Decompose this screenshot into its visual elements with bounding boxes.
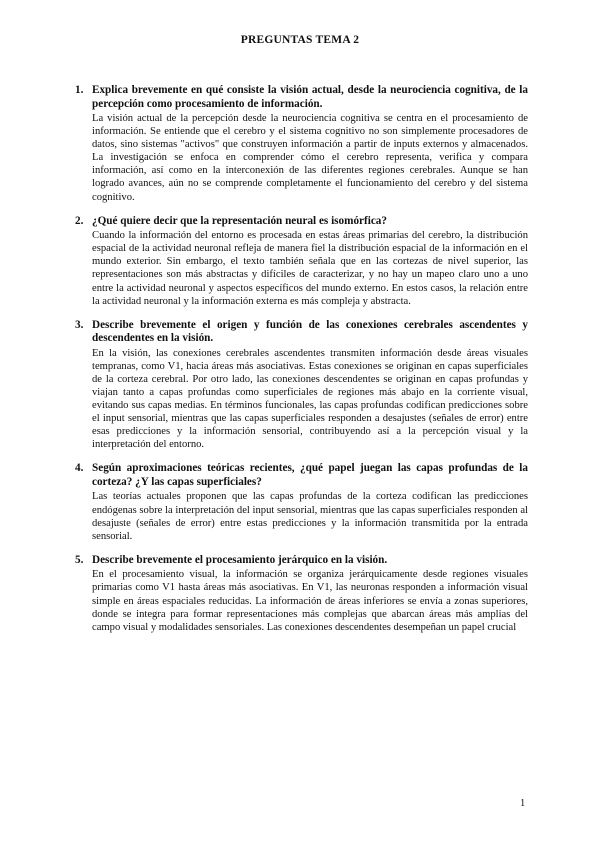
question-number: 1. <box>75 84 84 96</box>
question-answer: En el procesamiento visual, la información se organiza jerárquicamente desde regiones visuales primarias como V1 hasta áreas más asociativas. En V1, las neuronas responden a información visual simple en áreas espaciales reducidas. La información de áreas inferiores se envía a zonas superiores, donde se integra para formar representaciones más complejas que abarcan áreas más amplias del campo visual y modalidades sensoriales. Las conexiones descendentes desempeñan un papel crucial <box>92 569 528 633</box>
question-title: Describe brevemente el procesamiento jerárquico en la visión. <box>92 553 388 566</box>
question-title: ¿Qué quiere decir que la representación neural es isomórfica? <box>92 214 387 227</box>
question-number: 4. <box>75 462 84 475</box>
question-list <box>75 84 528 645</box>
page-number: 1 <box>520 798 526 809</box>
question-answer: Las teorías actuales proponen que las capas profundas de la corteza codifican las predicciones endógenas sobre la interpretación del input sensorial, mientras que las capas superficiales responden al desajuste (señales de error) entre estas predicciones y la información transmitida por la entrada sensorial. <box>92 491 528 542</box>
question-answer: En la visión, las conexiones cerebrales ascendentes transmiten información desde áreas visuales tempranas, como V1, hacia áreas más asociativas. Estas conexiones se originan en capas superficiales de la corteza cerebral. Por otro lado, las conexiones descendentes se originan en capas profundas y viajan tanto a capas profundas como superficiales de regiones más abajo en la corriente visual, evitando sus capas medias. En términos funcionales, las capas profundas codifican predicciones sobre el input sensorial, mientras que las capas superficiales responden a desajustes (señales de error) entre esas predicciones y la información sensorial, contribuyendo así a la percepción visual y la interpretación del entorno. <box>92 347 528 451</box>
question-4 <box>75 462 528 542</box>
question-5 <box>75 553 528 634</box>
page-title: PREGUNTAS TEMA 2 <box>240 34 360 46</box>
question-title: Describe brevemente el origen y función de las conexiones cerebrales ascendentes y descendentes en la visión. <box>92 318 528 345</box>
question-1 <box>75 84 528 204</box>
question-answer: Cuando la información del entorno es procesada en estas áreas primarias del cerebro, la distribución espacial de la actividad neuronal refleja de manera fiel la distribución espacial de la información en el mundo exterior. Sin embargo, el texto también señala que en las cortezas de nivel superior, las representaciones son más abstractas y difíciles de caracterizar, y no hay un mapeo claro uno a uno entre la actividad neuronal y aspectos específicos del mundo externo. En estos casos, la relación entre la actividad neuronal y la información externa es más compleja y abstracta. <box>92 230 528 307</box>
question-title: Explica brevemente en qué consiste la visión actual, desde la neurociencia cognitiva, de la percepción como procesamiento de información. <box>92 84 528 110</box>
question-3 <box>75 318 528 452</box>
question-number: 3. <box>75 318 84 331</box>
question-2 <box>75 214 528 308</box>
question-number: 5. <box>75 553 84 566</box>
question-answer: La visión actual de la percepción desde la neurociencia cognitiva se centra en el procesamiento de información. Se entiende que el cerebro y el sistema cognitivo no son simplemente procesadores de datos, sino sistemas "activos" que construyen información a partir de inputs externos y almacenados. La investigación se enfoca en comprender cómo el cerebro representa, verifica y compara información, así como en la interconexión de las diferentes regiones cerebrales. Aunque se han logrado avances, aún no se comprende completamente el funcionamiento del cerebro y del sistema cognitivo. <box>92 113 528 203</box>
question-title: Según aproximaciones teóricas recientes, ¿qué papel juegan las capas profundas de la corteza? ¿Y las capas superficiales? <box>92 462 528 488</box>
question-number: 2. <box>75 214 84 227</box>
